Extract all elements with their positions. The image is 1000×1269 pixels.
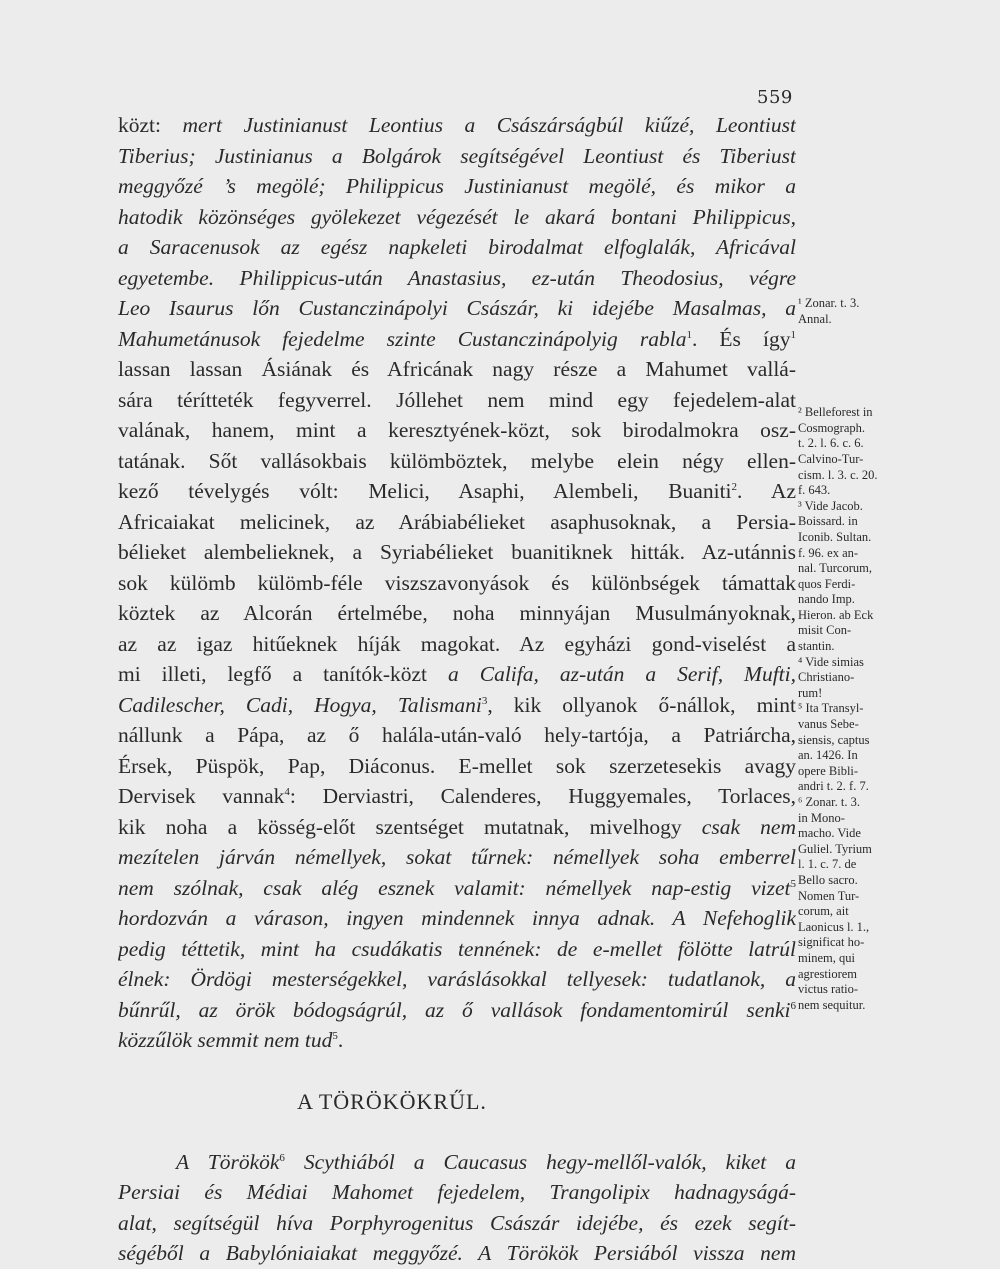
footnote-marker: 6 [279, 1151, 285, 1164]
text-line [118, 141, 796, 172]
text-run: mezítelen járván némellyek, sokat tűrnek: némellyek soha emberrel [118, 845, 796, 869]
margin-note-line: siensis, captus [798, 732, 870, 747]
margin-note-line: Bello sacro. [798, 872, 858, 887]
margin-note-line: nal. Turcorum, [798, 561, 872, 576]
text-line [118, 507, 796, 538]
text-line [118, 995, 796, 1026]
text-line [118, 476, 796, 507]
text-run: Persiai és Médiai Mahomet fejedelem, Trangolipix hadnagyságá- [118, 1180, 796, 1204]
margin-note-line: t. 2. l. 6. c. 6. [798, 436, 864, 451]
text-line [118, 385, 796, 416]
text-run: az az igaz hitűeknek híják magokat. Az egyházi gond-viselést a [118, 631, 796, 656]
body-paragraph [118, 110, 796, 1056]
margin-note-line: quos Ferdi- [798, 576, 856, 591]
margin-note-line: misit Con- [798, 623, 852, 638]
text-line [118, 659, 796, 690]
margin-note-line [798, 358, 910, 374]
text-run: mert Justinianust Leontius a Császárságbúl kiűzé, Leontiust [182, 113, 796, 137]
text-line [118, 934, 796, 965]
text-run: nállunk a Pápa, az ő halála-után-való hely-tartója, a Patriárcha, [118, 723, 796, 747]
margin-note-line: f. 96. ex an- [798, 545, 859, 560]
text-run: Scythiából a Caucasus hegy-mellől-valók, kiket a [284, 1149, 796, 1174]
margin-note-line: l. 1. c. 7. de [798, 857, 857, 872]
text-run: kező tévelygés vólt: Melici, Asaphi, Alembeli, Buaniti [118, 479, 732, 503]
margin-note-line: opere Bibli- [798, 763, 859, 778]
footnote-marker: 4 [284, 785, 290, 798]
text-run: a Saracenusok az egész napkeleti birodalmat elfoglalák, Africával [118, 235, 796, 259]
margin-note-line: cism. l. 3. c. 20. [798, 467, 878, 482]
text-run: mi illeti, legfő a tanítók-közt [118, 662, 449, 686]
margin-note-line [798, 327, 910, 343]
text-run: bűnrűl, az örök bódogságrúl, az ő vallások fondamentomirúl senki [118, 997, 791, 1022]
margin-note-line: Laonicus l. 1., [798, 919, 870, 934]
text-line [118, 202, 796, 233]
margin-note-line: ⁶ Zonar. t. 3. [798, 795, 860, 809]
text-run: közt: [118, 113, 183, 137]
margin-note-line: Calvino-Tur- [798, 451, 864, 466]
text-run: a Califa, az-után a Serif, Mufti, [448, 662, 796, 686]
text-line [118, 110, 796, 141]
text-line [118, 354, 796, 385]
text-line [118, 964, 796, 995]
margin-note-line: Guliel. Tyrium [798, 841, 872, 856]
text-run: közzűlök semmit nem tud [118, 1028, 333, 1052]
text-line [118, 720, 796, 751]
margin-note-line: Hieron. ab Eck [798, 607, 874, 622]
margin-note-line: Iconib. Sultan. [798, 529, 872, 544]
margin-note-line: nem sequitur. [798, 997, 866, 1012]
text-run: nem szólnak, csak alég esznek valamit: némellyek nap-estig vizet [118, 875, 791, 900]
text-run: Cadilescher, Cadi, Hogya, Talismani [118, 692, 482, 717]
text-line [118, 263, 796, 294]
text-run: kik noha a kösség-előt szentséget mutatnak, mivelhogy [118, 814, 702, 839]
text-run: Tiberius; Justinianus a Bolgárok segítségével Leontiust és Tiberiust [118, 143, 796, 168]
margin-note-line: significat ho- [798, 935, 865, 950]
text-run: csak nem [701, 814, 796, 839]
text-line [118, 751, 796, 782]
text-line [118, 537, 796, 568]
text-run: hatodik közönséges gyölekezet végezését le akará bontani Philippicus, [118, 204, 796, 229]
text-run: lassan lassan Ásiának és Africának nagy része a Mahumet vallá- [118, 357, 796, 381]
margin-note-line: vanus Sebe- [798, 717, 859, 732]
text-line [118, 629, 796, 660]
margin-note-line: an. 1426. In [798, 748, 858, 763]
text-line [118, 446, 796, 477]
margin-note-line: Boissard. in [798, 514, 858, 529]
text-run: valának, hanem, mint a keresztyének-közt, sok birodalmokra osz- [118, 418, 796, 442]
margin-note-line: nando Imp. [798, 592, 855, 607]
margin-note-line: ¹ Zonar. t. 3. [798, 296, 860, 310]
text-run: . És így [691, 326, 791, 351]
text-run: : Derviastri, Calenderes, Huggyemales, Torlaces, [289, 784, 796, 808]
footnote-marker: 2 [731, 480, 738, 493]
text-run: pedig téttetik, mint ha csudákatis tennének: de e-mellet fölötte latrúl [118, 936, 796, 961]
margin-notes [798, 296, 910, 1013]
margin-note-line: minem, qui [798, 950, 855, 965]
text-line [118, 1177, 796, 1208]
margin-note-line: Nomen Tur- [798, 888, 860, 903]
text-run: egyetembe. Philippicus-után Anastasius, ez-után Theodosius, végre [118, 265, 796, 290]
margin-note-line: agrestiorem [798, 966, 858, 981]
text-run: Africaiakat melicinek, az Arábiabélieket asaphusoknak, a Persia- [118, 509, 796, 534]
text-run: Érsek, Püspök, Pap, Diáconus. E-mellet sok szerzetesekis avagy [118, 753, 796, 778]
section-heading: A TÖRÖKÖKRŰL. [297, 1088, 487, 1114]
text-line [118, 171, 796, 202]
margin-note-line: victus ratio- [798, 982, 859, 997]
margin-note-line: Cosmograph. [798, 420, 866, 435]
text-run: alat, segítségül híva Porphyrogenitus Császár idejébe, és ezek segít- [118, 1210, 796, 1235]
text-line [118, 1025, 796, 1056]
text-line [118, 903, 796, 934]
text-line [118, 1238, 796, 1269]
text-run: köztek az Alcorán értelmébe, noha minnyájan Musulmányoknak, [118, 601, 796, 625]
margin-note-line: ⁵ Ita Transyl- [798, 701, 864, 716]
text-line [118, 1208, 796, 1239]
text-run: . Az [737, 479, 796, 503]
margin-note-line [798, 343, 910, 359]
text-line [118, 1147, 796, 1178]
text-run: tatának. Sőt vallásokbais külömböztek, melybe elein négy ellen- [118, 448, 796, 473]
margin-note-line: macho. Vide [798, 826, 861, 841]
text-line [118, 873, 796, 904]
margin-note-line: ² Belleforest in [798, 405, 873, 420]
text-run: sok külömb külömb-féle viszszavonyások és különbségek támattak [118, 570, 796, 595]
margin-note-line [798, 374, 910, 390]
margin-note-line: rum! [798, 685, 823, 700]
footnote-marker: 1 [686, 328, 692, 341]
text-line [118, 781, 796, 812]
margin-note-line: ⁴ Vide simias [798, 654, 864, 669]
text-run: , kik ollyanok ő-nállok, mint [487, 692, 796, 717]
text-run: Mahumetánusok fejedelme szinte Custanczinápolyig rabla [118, 326, 687, 351]
text-line [118, 812, 796, 843]
text-run: . [337, 1028, 344, 1052]
text-line [118, 293, 796, 324]
text-run: hordozván a várason, ingyen mindennek innya adnak. A Nefehoglik [118, 906, 796, 930]
margin-note-line: Annal. [798, 311, 832, 326]
margin-note-line [798, 390, 910, 406]
margin-note-line: ³ Vide Jacob. [798, 498, 863, 513]
text-line [118, 324, 796, 355]
footnote-marker: 1 [790, 328, 796, 341]
text-run: élnek: Ördögi mesterségekkel, varáslásokkal tellyesek: tudatlanok, a [118, 967, 796, 991]
text-run: sára térítteték fegyverrel. Jóllehet nem mind egy fejedelem-alat [118, 387, 796, 412]
margin-note-line: andri t. 2. f. 7. [798, 779, 869, 794]
main-text-column [118, 110, 796, 1269]
text-run: bélieket alembelieknek, a Syriabélieket buanitiknek hitták. Az-utánnis [118, 540, 796, 564]
text-run: ségéből a Babylóniaiakat meggyőzé. A Törökök Persiából vissza nem [118, 1241, 796, 1265]
text-line [118, 842, 796, 873]
text-line [118, 598, 796, 629]
margin-note-line: stantin. [798, 639, 835, 654]
page-number: 559 [757, 87, 793, 108]
footnote-marker: 5 [332, 1029, 338, 1042]
text-run: A Törökök [176, 1149, 280, 1174]
text-line [118, 568, 796, 599]
text-run: meggyőzé ’s megölé; Philippicus Justinianust megölé, és mikor a [118, 174, 796, 198]
footnote-marker: 5 [790, 877, 796, 890]
margin-note-line: f. 643. [798, 483, 831, 498]
section-paragraph [118, 1147, 796, 1269]
text-line [118, 415, 796, 446]
text-run: Leo Isaurus lőn Custanczinápolyi Császár, ki idejébe Masalmas, a [118, 296, 796, 320]
text-line [118, 232, 796, 263]
margin-note-line: in Mono- [798, 810, 845, 825]
text-run: Dervisek vannak [118, 784, 285, 808]
footnote-marker: 3 [481, 694, 488, 707]
text-line [118, 690, 796, 721]
margin-note-line: Christiano- [798, 670, 855, 685]
footnote-marker: 6 [790, 999, 796, 1012]
margin-note-line: corum, ait [798, 904, 849, 919]
